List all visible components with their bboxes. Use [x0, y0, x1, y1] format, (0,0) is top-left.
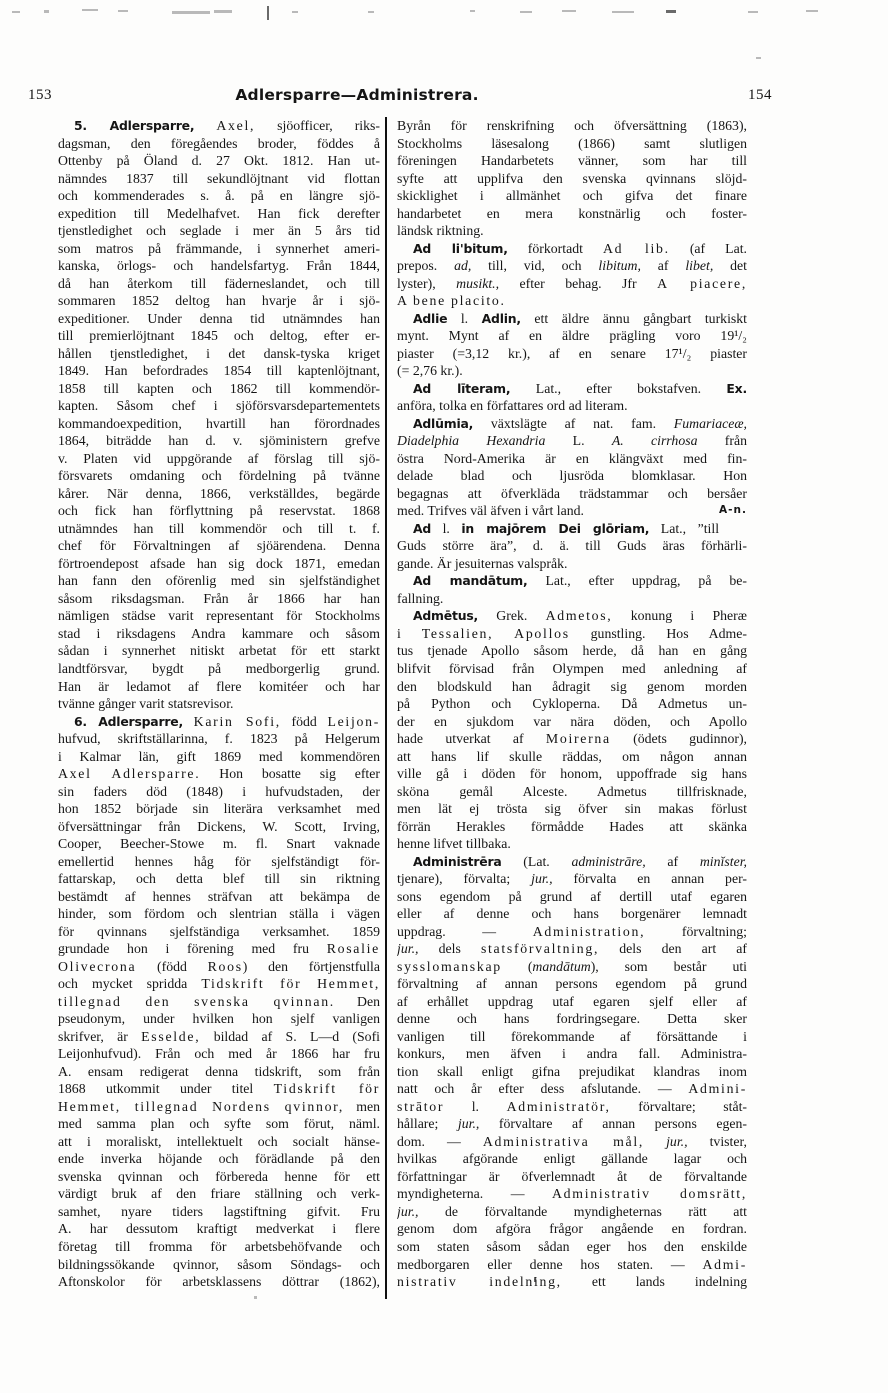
text-line: blifvit förvisad från Olympen med anledning af — [397, 660, 747, 676]
text-line: föreningen Handarbetets vänner, som har till — [397, 153, 747, 169]
text-column-right — [397, 117, 747, 1291]
text-line: med. Trifves väl äfven i vårt land. A-n. — [397, 503, 747, 519]
text-line: eller af denne och hans borgenärer lemnadt — [397, 906, 747, 922]
text-line: Aftonskolor för arbetsklassens döttrar (1862), — [58, 1274, 380, 1290]
text-line: och mycket spridda Tidskrift för Hemmet, — [58, 976, 380, 992]
text-line: genom dom afgöra frågor angående en fordran. — [397, 1221, 747, 1237]
text-line: Adlie l. Adlin, ett äldre ännu gångbart turkiskt — [413, 310, 747, 326]
text-line: försvarets omdaning och fördelning på tvänne — [58, 468, 380, 484]
text-line: öfversättningar från Dickens, W. Scott, Irving, — [58, 818, 380, 834]
text-line: hållare; jur., förvaltare af annan persons egen- — [397, 1116, 747, 1132]
text-line: fallning. — [397, 590, 444, 606]
text-line: Hemmet, tillegnad Nordens qvinnor, men — [58, 1098, 380, 1114]
text-line: skicklighet i allmänhet och gifva det finare — [397, 188, 747, 204]
text-line: till premierlöjtnant 1845 och deltog, efter er- — [58, 328, 380, 344]
text-line: 1849. Han befordrades 1854 till kaptenlöjtnant, — [58, 363, 380, 379]
text-line: delade blad och ljusröda blomklasar. Hon — [397, 468, 747, 484]
text-line: Diadelphia Hexandria L. A. cirrhosa från — [397, 433, 747, 449]
page-number-right: 154 — [748, 87, 772, 103]
text-line: samhet, nyare tiders lagstiftning gifvit. Fru — [58, 1203, 380, 1219]
text-line: Cooper, Beecher-Stowe m. fl. Snart vaknade — [58, 836, 380, 852]
text-line: Han är ledamot af flere komitéer och har — [58, 678, 380, 694]
text-line: företag till fromma för arbetsbehöfvande och — [58, 1239, 380, 1254]
text-line: jur., dels statsförvaltning, dels den art af — [397, 941, 747, 957]
text-line: Stockholms läsesalong (1866) samt slutligen — [397, 135, 747, 151]
text-line: jur., de förvaltande myndigheternas rätt att — [397, 1203, 747, 1219]
text-line: pseudonym, under hvilken hon sjelf vanligen — [58, 1011, 380, 1027]
text-line: 6. Adlersparre, Karin Sofi, född Leijon- — [74, 713, 380, 729]
text-line: svenska qvinnan och förbereda henne för ett — [58, 1168, 380, 1184]
text-line: grundade hon i förening med fru Rosalie — [58, 941, 380, 957]
text-line: Ad līteram, Lat., efter bokstafven. Ex. — [413, 380, 747, 396]
text-line: sommaren 1852 deltog han hvarje år i sjö- — [58, 293, 380, 309]
text-line: 1868 utkommit under titel Tidskrift för — [58, 1081, 380, 1097]
text-line: skrifver, är Esselde, bildad af S. L—d (Sofi — [58, 1028, 380, 1044]
text-line: der en sjukdom var nära döden, och Apollo — [397, 713, 747, 729]
text-line: A bene placito. — [397, 293, 506, 309]
text-line: anföra, tolka en författares ord ad literam. — [397, 398, 628, 414]
text-line: kommandoexpedition, hvartill han förordnades — [58, 415, 380, 431]
text-line: Ad li'bitum, förkortadt Ad lib. (af Lat. — [413, 240, 747, 256]
text-line: dagsman, den föregåendes broder, föddes å — [58, 135, 380, 151]
text-line: kanska, örlogs- och handelsfartyg. Från 1844, — [58, 258, 380, 274]
text-line: stad i riksdagens Andra kammare och såsom — [58, 625, 380, 641]
text-line: Adlūmia, växtslägte af nat. fam. Fumariaceæ, — [413, 415, 747, 431]
text-line: piaster (=3,12 kr.), af en senare 17¹/₂ piaster — [397, 345, 747, 361]
text-line: ende inverka höjande och förädlande på den — [58, 1151, 380, 1167]
text-line: att i moraliskt, intellektuelt och socialt hänse- — [58, 1133, 380, 1149]
text-line: dom. — Administrativa mål, jur., tvister, — [397, 1133, 747, 1149]
text-line: han fann den oförenlig med sin sjelfständighet — [58, 573, 380, 589]
text-line: Guds större ära”, d. ä. till Guds äras förhärli- — [397, 538, 747, 554]
text-line: natt och år efter dess afslutande. — Admini- — [397, 1081, 747, 1097]
text-line: kapten. Såsom chef i sjöförsvarsdepartementets — [58, 398, 380, 414]
text-line: sin faders död (1848) i hufvudstaden, der — [58, 783, 380, 799]
text-line: sons egendom på grund af dertill utaf egaren — [397, 888, 747, 904]
text-line: som staten såsom sådan eger hos den enskilde — [397, 1239, 747, 1254]
text-line: ländsk riktning. — [397, 223, 484, 239]
text-line: att hans lif skulle räddas, om någon annan — [397, 748, 747, 764]
text-line: tjenstledighet och seglade i mer än 5 års tid — [58, 223, 380, 239]
text-line: den blodskuld han ådragit sig genom morden — [397, 678, 747, 694]
text-line: konkurs, men äfven i andra fall. Administra- — [397, 1046, 747, 1062]
text-line: värdigt bruk af den friare ställning och verk- — [58, 1186, 380, 1202]
text-line: 1858 till kapten och 1862 till kommendör- — [58, 380, 380, 396]
text-line: sköna gemål Alceste. Admetus tillfrisknade, — [397, 783, 747, 799]
text-line: tillegnad den svenska qvinnan. Den — [58, 993, 380, 1009]
text-line: utnämndes han till kommendör och till t. f. — [58, 520, 380, 536]
text-line: hvilkas afgörande enligt gällande lagar och — [397, 1151, 747, 1167]
text-line: mynt. Mynt af en äldre prägling voro 19¹/₂ — [397, 328, 747, 344]
text-line: tus tjenade Apollo såsom herde, då han en gång — [397, 643, 747, 659]
text-line: emellertid hennes håg för sjelfständigt för- — [58, 853, 380, 869]
text-line: hinder, som fördom och slentrian ställa i vägen — [58, 906, 380, 922]
text-line: sådan i synnerhet nitiskt arbetat för ett starkt — [58, 643, 380, 659]
text-line: tvänne gånger varit statsrevisor. — [58, 696, 234, 712]
text-line: 5. Adlersparre, Axel, sjöofficer, riks- — [74, 118, 380, 133]
text-column-left — [58, 117, 380, 1291]
text-line: med samma plan och syfte som förut, näml. — [58, 1116, 380, 1132]
text-line: som matros på främmande, i synnerhet ameri- — [58, 240, 380, 256]
text-line: i Kalmar län, gift 1869 med kommendören — [58, 748, 380, 764]
text-line: nämligen städse varit representant för Stockholms — [58, 608, 380, 624]
text-line: strātor l. Administratör, förvaltare; ståt- — [397, 1098, 747, 1114]
text-line: myndigheterna. — Administrativ domsrätt, — [397, 1186, 747, 1202]
text-line: A. ensam redigerat denna tidskrift, som från — [58, 1063, 380, 1079]
text-line: henne lifvet tillbaka. — [397, 836, 511, 852]
text-line: medborgaren eller denne hos staten. — Admi- — [397, 1256, 747, 1272]
text-line: tjenare), förvalta; jur., förvalta en annan per- — [397, 871, 747, 887]
text-line: förvaltning af annan persons egendom på grund — [397, 976, 747, 992]
text-line: lyster), musikt., efter behag. Jfr A piacere, — [397, 275, 747, 291]
column-divider-rule — [385, 117, 387, 1299]
text-line: och kommenderades s. å. på en längre sjö- — [58, 188, 380, 204]
text-line: Olivecrona (född Roos) den förtjenstfulla — [58, 958, 380, 974]
text-line: Axel Adlersparre. Hon bosatte sig efter — [58, 766, 380, 782]
text-line: A. har dessutom kraftigt medverkat i flere — [58, 1221, 380, 1237]
text-line: hufvud, skriftställarinna, f. 1823 på Helgerum — [58, 731, 380, 747]
text-line: expedition till Medelhafvet. Han fick derefter — [58, 205, 380, 221]
text-line: Admētus, Grek. Admetos, konung i Pheræ — [413, 608, 747, 624]
text-line: på Python och Cykloperna. Då Admetus un- — [397, 696, 747, 712]
text-line: nämndes 1837 till sekundlöjtnant vid flottan — [58, 170, 380, 186]
text-line: författningar är öfverlemnadt åt de förvaltande — [397, 1168, 747, 1184]
text-line: denne och hans fordringsegare. Detta sker — [397, 1011, 747, 1027]
text-line: (= 2,76 kr.). — [397, 363, 463, 379]
text-line: fattarskap, och detta blef till sin riktning — [58, 871, 380, 887]
text-line: förtroendepost afsade han sig dock 1871, emedan — [58, 555, 380, 571]
text-line: såsom riksdagsman. Från år 1866 har han — [58, 590, 380, 606]
text-line: bestämdt af hennes sträfvan att bekämpa de — [58, 888, 380, 904]
text-line: kårer. När denna, 1866, verkställdes, begärde — [58, 485, 380, 501]
text-line: expeditioner. Under denna tid utnämndes han — [58, 310, 380, 326]
text-line: chef för Förvaltningen af sjöärendena. Denna — [58, 538, 380, 554]
text-line: Ad l. in majōrem Dei glōriam, Lat., ”till — [413, 520, 720, 536]
text-line: Byrån för renskrifning och öfversättning (1863), — [397, 118, 747, 133]
text-line: Ad mandātum, Lat., efter uppdrag, på be- — [413, 573, 747, 589]
text-line: hållen tjenstledighet, i det dansk-tyska kriget — [58, 345, 380, 361]
text-line: syfte att upplifva den svenska qvinnans slöjd- — [397, 170, 747, 186]
text-line: gande. Är jesuiternas valspråk. — [397, 555, 568, 571]
text-line: hade utverkat af Moirerna (ödets gudinnor), — [397, 731, 747, 747]
text-line: sysslomanskap (mandātum), som består uti — [397, 958, 747, 974]
text-line: hon 1852 började sin literära verksamhet med — [58, 801, 380, 817]
text-line: bildningssökande qvinnor, såsom Söndags- och — [58, 1256, 380, 1272]
text-line: af erhållet uppdrag utaf egaren sjelf eller af — [397, 993, 747, 1009]
text-line: nistrativ indelning, ett lands indelning — [397, 1274, 747, 1290]
text-line: östra Nord-Amerika är en klängväxt med fin- — [397, 450, 747, 466]
text-line: tion skall enligt gifna prejudikat klandras inom — [397, 1063, 747, 1079]
page-header-title: Adlersparre—Administrera. — [235, 86, 479, 104]
text-line: men lät ej trösta sig öfver sin makas förlust — [397, 801, 747, 817]
text-line: Leijonhufvud). Från och med år 1866 har fru — [58, 1046, 380, 1062]
page-number-left: 153 — [28, 87, 52, 103]
text-line: för qvinnans sjelfständiga verksamhet. 1859 — [58, 923, 380, 939]
text-line: och fick han förflyttning på reservstat. 1868 — [58, 503, 380, 519]
text-line: v. Platen vid uppgörande af förslag till sjö- — [58, 450, 380, 466]
text-line: Ottenby på Öland d. 27 Okt. 1812. Han ut- — [58, 153, 380, 169]
text-line: 1864, biträdde han d. v. sjöministern grefve — [58, 433, 380, 449]
text-line: i Tessalien, Apollos gunstling. Hos Adme- — [397, 625, 747, 641]
text-line: landtförsvar, bygdt på medborgerlig grund. — [58, 660, 380, 676]
text-line: handarbetet en mera konstnärlig och foster- — [397, 205, 747, 221]
text-line: begagnas att öfverkläda trädstammar och bersåer — [397, 485, 747, 501]
text-line: vanligen till förekommande af försättande i — [397, 1028, 747, 1044]
text-line: förrän Herakles förmådde Hades att skänka — [397, 818, 747, 834]
text-line: uppdrag. — Administration, förvaltning; — [397, 923, 747, 939]
text-line: prepos. ad, till, vid, och libitum, af libet, det — [397, 258, 747, 274]
text-line: då han återkom till fäderneslandet, och till — [58, 275, 380, 291]
text-line: ville gå i döden för honom, uppoffrade sig hans — [397, 766, 747, 782]
text-line: Administrēra (Lat. administrāre, af minĭster, — [413, 853, 747, 869]
